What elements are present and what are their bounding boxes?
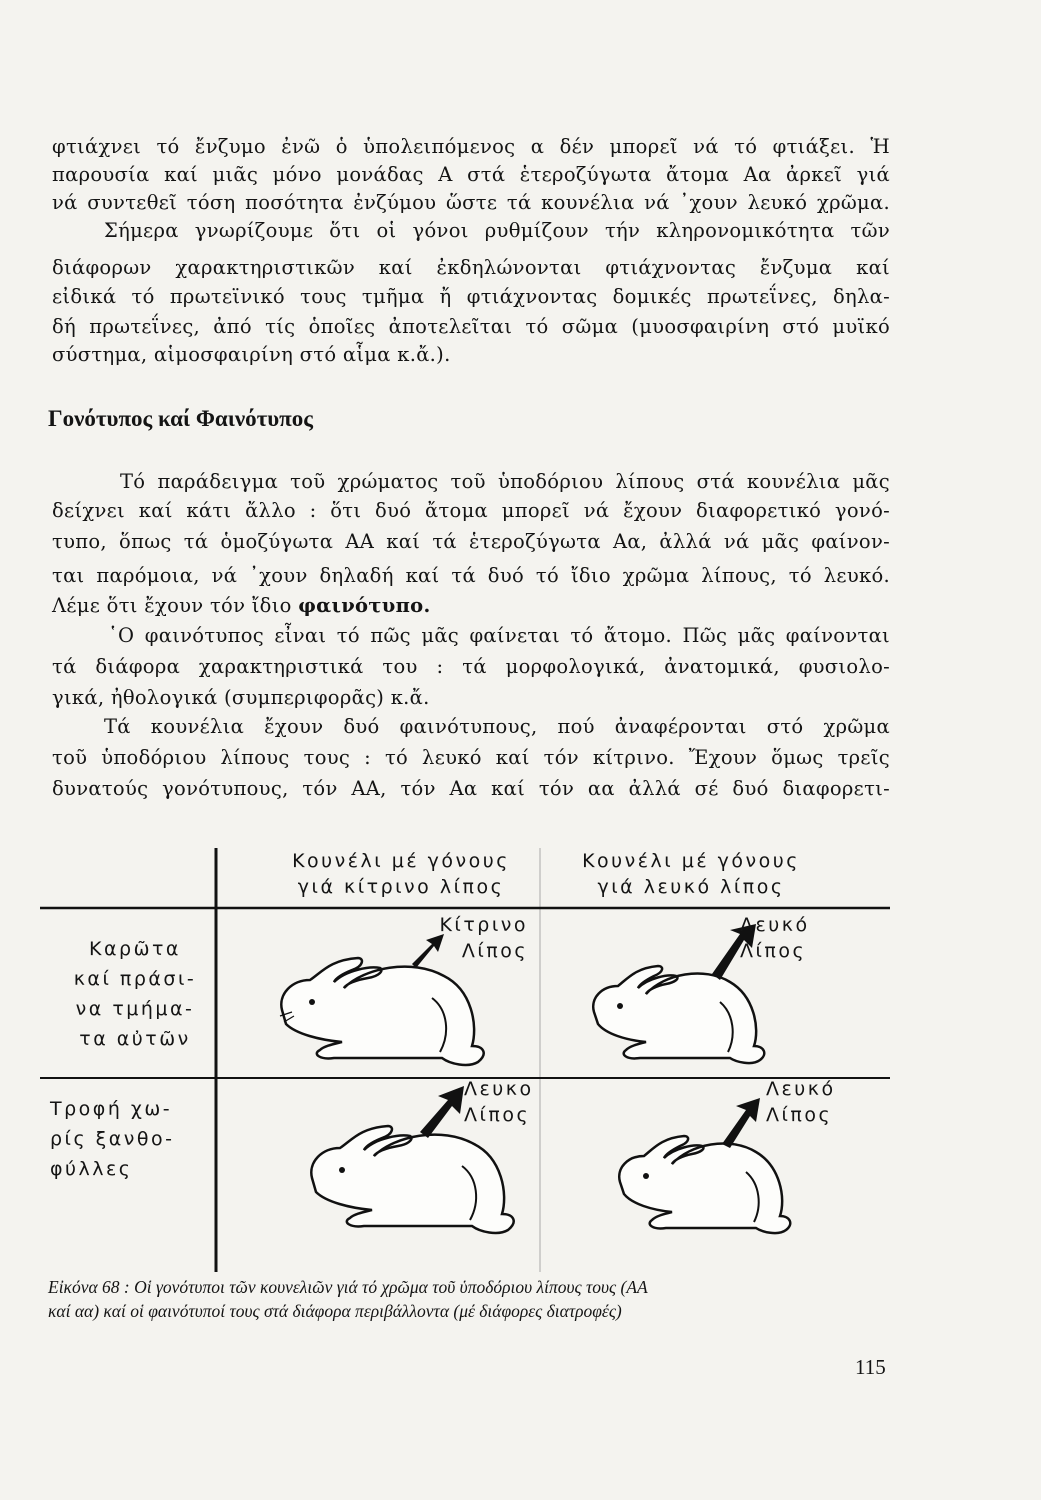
paragraph-line: δείχνει καί κάτι ἄλλο : ὅτι δυό ἄτομα μπορεῖ νά ἔχουν διαφορετικό γονό- (52, 499, 890, 522)
paragraph-line: φτιάχνει τό ἔνζυμο ἐνῶ ὁ ὑπολειπόμενος α δέν μπορεῖ νά τό φτιάξει. Ἡ (52, 135, 890, 158)
paragraph-line: Τό παράδειγμα τοῦ χρώματος τοῦ ὑποδόριου λίπους στά κουνέλια μᾶς (120, 470, 890, 493)
column-header-white (546, 848, 836, 900)
rabbit-icon (311, 1126, 513, 1233)
header-line: γιά κίτρινο λίπος (297, 876, 505, 898)
figure-caption: καί αα) καί οἱ φαινότυποί τους στά διάφορα περιβάλλοντα (μέ διάφορες διατροφές) (48, 1301, 622, 1321)
section-heading: Γονότυπος καί Φαινότυπος (48, 406, 313, 431)
paragraph-line: Τά κουνέλια ἔχουν δυό φαινότυπους, πού ἀναφέρονται στό χρῶμα (104, 715, 890, 738)
rabbit-icon (280, 958, 484, 1065)
header-line: Κουνέλι μέ γόνους (582, 850, 800, 872)
paragraph-line: ῾Ο φαινότυπος εἶναι τό πῶς μᾶς φαίνεται τό ἄτομο. Πῶς μᾶς φαίνονται (108, 624, 890, 647)
paragraph-line: ται παρόμοια, νά ᾿χουν δηλαδή καί τά δυό τό ἴδιο χρῶμα λίπους, τό λευκό. (52, 564, 890, 587)
cell-label-line: Λίπος (740, 940, 807, 962)
paragraph-line: παρουσία καί μιᾶς μόνο μονάδας Α στά ἑτεροζύγωτα ἄτομα Αα ἀρκεῖ γιά (52, 163, 890, 186)
paragraph-line: δυνατούς γονότυπους, τόν ΑΑ, τόν Αα καί τόν αα ἀλλά σέ δυό διαφορετι- (52, 777, 890, 800)
paragraph-line-text: Λέμε ὅτι ἔχουν τόν ἴδιο (52, 594, 299, 617)
rabbit-icon (593, 966, 764, 1063)
row-label-line: να τμήμα- (75, 998, 195, 1020)
bold-term: φαινότυπο. (298, 594, 431, 617)
row-label-line: ρίς ξανθο- (50, 1128, 175, 1150)
cell-label-white-fat (740, 912, 850, 964)
paragraph-line: γικά, ἠθολογικά (συμπεριφορᾶς) κ.ἄ. (52, 686, 430, 709)
cell-label-white-fat (464, 1076, 574, 1128)
row-label-line: Τροφή χω- (50, 1098, 173, 1120)
row-label-no-xanthophylls (50, 1094, 210, 1184)
arrow-icon (722, 1098, 760, 1148)
header-line: γιά λευκό λίπος (597, 876, 785, 898)
cell-label-line: Λευκό (766, 1078, 836, 1100)
row-label-line: φύλλες (50, 1158, 133, 1180)
rabbit-icon (619, 1136, 790, 1233)
row-label-carrots (60, 934, 210, 1054)
cell-label-white-fat (766, 1076, 876, 1128)
row-label-line: Καρῶτα (89, 938, 181, 960)
paragraph-line: τοῦ ὑποδόριου λίπους τους : τό λευκό καί τόν κίτρινο. Ἔχουν ὅμως τρεῖς (52, 746, 890, 769)
column-header-yellow (256, 848, 546, 900)
paragraph-line: δή πρωτεΐνες, ἀπό τίς ὁποῖες ἀποτελεῖται τό σῶμα (μυοσφαιρίνη στό μυϊκό (52, 315, 890, 338)
row-label-line: τα αὐτῶν (79, 1028, 191, 1050)
paragraph-line: τά διάφορα χαρακτηριστικά του : τά μορφολογικά, ἀνατομικά, φυσιολο- (52, 655, 890, 678)
cell-label-yellow-fat (392, 912, 528, 964)
cell-label-line: Λευκό (740, 914, 810, 936)
figure-grid (40, 842, 890, 1272)
paragraph-line: Σήμερα γνωρίζουμε ὅτι οἱ γόνοι ρυθμίζουν τήν κληρονομικότητα τῶν (104, 219, 890, 242)
cell-label-line: Κίτρινο (439, 914, 528, 936)
header-line: Κουνέλι μέ γόνους (292, 850, 510, 872)
arrow-icon (420, 1086, 464, 1138)
page-number: 115 (855, 1355, 886, 1379)
paragraph-line: τυπο, ὅπως τά ὁμοζύγωτα ΑΑ καί τά ἑτεροζύγωτα Αα, ἀλλά νά μᾶς φαίνον- (52, 530, 890, 553)
figure-68 (40, 842, 890, 1272)
figure-caption: Εἰκόνα 68 : Οἱ γονότυποι τῶν κουνελιῶν γιά τό χρῶμα τοῦ ὑποδόριου λίπους τους (ΑΑ (48, 1277, 648, 1297)
paragraph-line: διάφορων χαρακτηριστικῶν καί ἐκδηλώνονται φτιάχνοντας ἔνζυμα καί (52, 256, 890, 279)
cell-label-line: Λίπος (766, 1104, 833, 1126)
paragraph-line: νά συντεθεῖ τόση ποσότητα ἐνζύμου ὥστε τά κουνέλια νά ᾿χουν λευκό χρῶμα. (52, 191, 890, 214)
cell-label-line: Λευκο (464, 1078, 534, 1100)
row-label-line: καί πράσι- (73, 968, 197, 990)
paragraph-line: σύστημα, αἱμοσφαιρίνη στό αἷμα κ.ἄ.). (52, 343, 451, 366)
cell-label-line: Λίπος (464, 1104, 531, 1126)
paragraph-line (52, 592, 890, 620)
cell-label-line: Λίπος (461, 940, 528, 962)
paragraph-line: εἰδικά τό πρωτεϊνικό τους τμῆμα ἤ φτιάχνοντας δομικές πρωτεΐνες, δηλα- (52, 285, 890, 308)
